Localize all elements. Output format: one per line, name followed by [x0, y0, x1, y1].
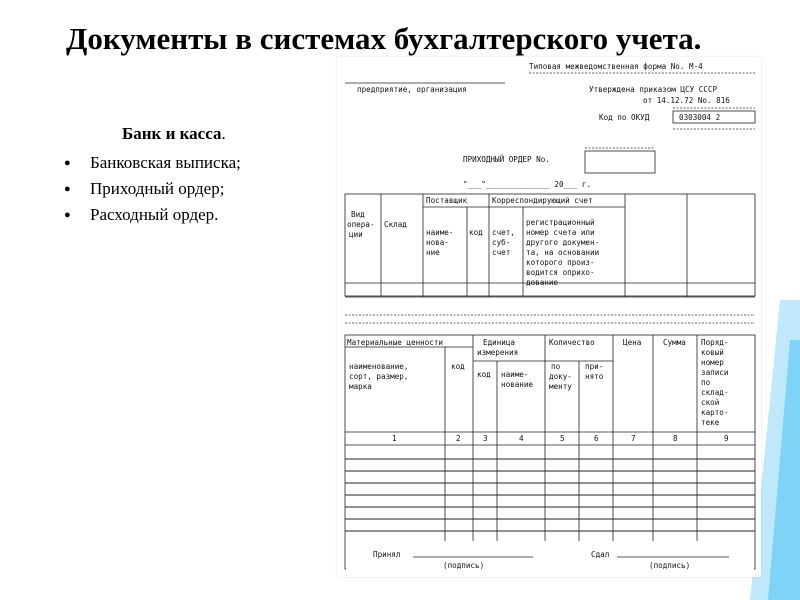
bullet-icon: ● [64, 157, 71, 169]
bullet-text: Приходный ордер; [90, 179, 225, 198]
approved-label: Утверждена приказом ЦСУ СССР [589, 85, 718, 94]
qty-doc-1: по [551, 362, 561, 371]
op-type-2: опера- [347, 220, 375, 229]
account-sub-1: счет, [492, 228, 515, 237]
materials-label: Материальные ценности [347, 338, 444, 347]
supplier-label: Поставщик [426, 196, 468, 205]
ordinal-3: номер [701, 358, 724, 367]
materials-code: код [451, 362, 465, 371]
slide-subtitle [122, 124, 226, 144]
col-num-6: 6 [594, 434, 599, 443]
sum-label: Сумма [663, 338, 686, 347]
col-num-1: 1 [392, 434, 397, 443]
order-title: ПРИХОДНЫЙ ОРДЕР No. [463, 155, 550, 164]
bullet-list [64, 150, 241, 228]
ordinal-1: Поряд- [701, 338, 729, 347]
supplier-name-1: наиме- [426, 228, 454, 237]
accepted-label: Принял [373, 550, 401, 559]
bullet-text: Расходный ордер. [90, 205, 219, 224]
materials-name-3: марка [349, 382, 372, 391]
warehouse-label: Склад [384, 220, 407, 229]
ordinal-9: теке [701, 418, 720, 427]
unit-name-1: наиме- [501, 370, 529, 379]
ordinal-8: карто- [701, 408, 729, 417]
reg-number-5: которого произ- [526, 258, 595, 267]
supplier-code: код [469, 228, 483, 237]
qty-received-1: при- [585, 362, 604, 371]
approved-date: от 14.12.72 No. 816 [643, 96, 730, 105]
handed-signature-caption: (подпись) [649, 561, 691, 570]
slide-title: Документы в системах бухгалтерского учета. [66, 21, 702, 56]
subtitle-dot: . [221, 124, 226, 143]
col-num-3: 3 [483, 434, 488, 443]
price-label: Цена [623, 338, 642, 347]
supplier-name-2: нова- [426, 238, 449, 247]
col-num-9: 9 [724, 434, 729, 443]
list-item [64, 150, 241, 176]
subtitle-text: Банк и касса [122, 124, 222, 143]
okud-value: 0303004 2 [679, 113, 721, 122]
op-type-1: Вид [351, 210, 365, 219]
okud-label: Код по ОКУД [599, 113, 650, 122]
reg-number-3: другого докумен- [526, 238, 600, 247]
ordinal-4: записи [701, 368, 729, 377]
form-drawing [337, 57, 761, 577]
unit-code: код [477, 370, 491, 379]
bullet-icon: ● [64, 183, 71, 195]
list-item [64, 202, 241, 228]
materials-name-2: сорт, размер, [349, 372, 409, 381]
op-type-3: ции [349, 230, 363, 239]
ordinal-7: ской [701, 398, 720, 407]
ordinal-5: по [701, 378, 711, 387]
ordinal-2: ковый [701, 348, 724, 357]
supplier-name-3: ние [426, 248, 440, 257]
bullet-text: Банковская выписка; [90, 153, 241, 172]
typical-form-label: Типовая межведомственная форма No. М-4 [529, 62, 703, 71]
unit-label-1: Единица [483, 338, 516, 347]
qty-doc-3: менту [549, 382, 572, 391]
reg-number-7: дование [526, 278, 559, 287]
reg-number-2: номер счета или [526, 228, 595, 237]
unit-label-2: измерения [477, 348, 519, 357]
quantity-label: Количество [549, 338, 595, 347]
handed-label: Сдал [591, 550, 610, 559]
qty-received-2: нято [585, 372, 604, 381]
ordinal-6: склад- [701, 388, 729, 397]
reg-number-6: водится оприхо- [526, 268, 595, 277]
col-num-5: 5 [560, 434, 565, 443]
account-sub-3: счет [492, 248, 511, 257]
col-num-7: 7 [631, 434, 636, 443]
account-sub-2: суб- [492, 238, 511, 247]
date-line: "___"______________ 20___ г. [463, 180, 592, 189]
org-caption: предприятие, организация [357, 85, 467, 94]
col-num-4: 4 [519, 434, 524, 443]
unit-name-2: нование [501, 380, 534, 389]
qty-doc-2: доку- [549, 372, 572, 381]
col-num-2: 2 [456, 434, 461, 443]
list-item [64, 176, 241, 202]
reg-number-1: регистрационный [526, 218, 595, 227]
bullet-icon: ● [64, 209, 71, 221]
accepted-signature-caption: (подпись) [443, 561, 485, 570]
receipt-order-form [337, 57, 761, 577]
empty-rows [345, 459, 755, 531]
col-num-8: 8 [673, 434, 678, 443]
corr-account-label: Корреспондирующий счет [492, 196, 593, 205]
materials-name-1: наименование, [349, 362, 409, 371]
reg-number-4: та, на основании [526, 248, 600, 257]
